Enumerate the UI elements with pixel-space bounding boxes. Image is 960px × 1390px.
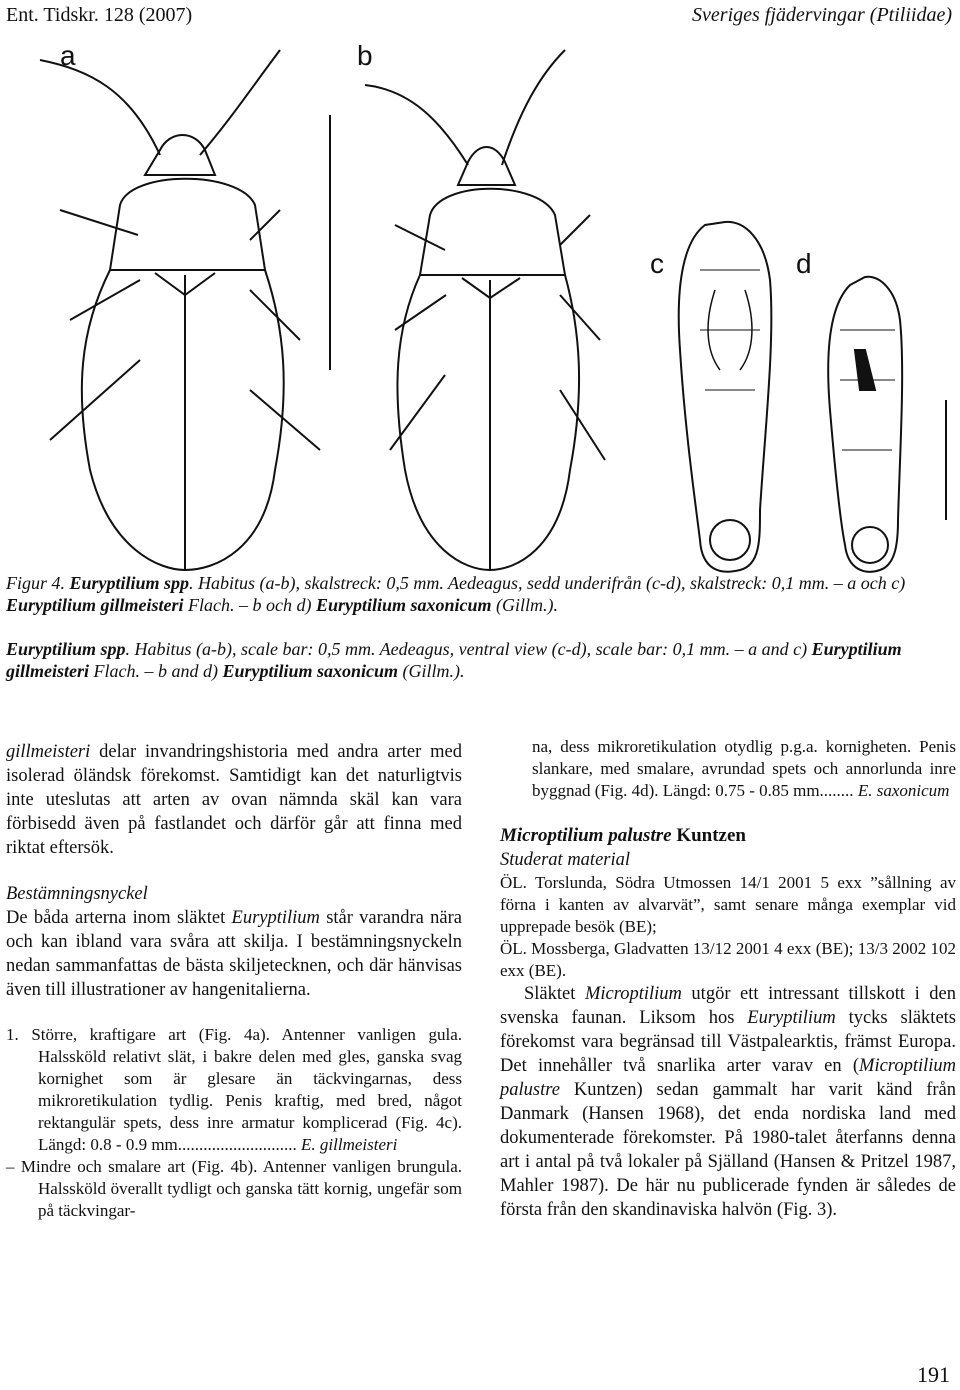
left-column — [6, 740, 462, 1222]
key-item-2-continued: na, dess mikroretikulation otydlig p.g.a. kornigheten. Penis slankare, med smalare, avrundad spets och annorlunda inre byggnad (Fig. 4d). Längd: 0.75 - 0.85 mm........ E. saxonicum — [532, 737, 956, 800]
record-2: ÖL. Mossberga, Gladvatten 13/12 2001 4 exx (BE); 13/3 2002 102 exx (BE). — [500, 939, 956, 980]
key-item-2: – Mindre och smalare art (Fig. 4b). Antenner vanligen brungula. Halssköld överallt tydligt och ganska tätt kornig, ungefär som på täckvingar- — [6, 1157, 462, 1220]
journal-header: Ent. Tidskr. 128 (2007) — [6, 4, 193, 26]
figure-caption-swedish: Figur 4. Euryptilium spp. Habitus (a-b), skalstreck: 0,5 mm. Aedeagus, sedd underifrån (c-d), skalstreck: 0,1 mm. – a och c) Euryptilium gillmeisteri Flach. – b och d) Euryptilium saxonicum (Gillm.). — [6, 573, 906, 615]
panel-label-b: b — [357, 40, 373, 71]
key-item-1: 1. Större, kraftigare art (Fig. 4a). Antenner vanligen gula. Halssköld relativt slät, i bakre delen med gles, ganska svag kornighet som är glesare än täckvingarnas, dess mikroretikulation tydlig. Penis kraftig, med bred, något rektangulär spets, dess inre armatur komplicerad (Fig. 4c). Längd: 0.8 - 0.9 mm............................ E. gillmeisteri — [6, 1025, 462, 1154]
panel-label-c: c — [650, 248, 664, 279]
key-heading: Bestämningsnyckel — [6, 884, 148, 904]
key-intro-paragraph: De båda arterna inom släktet Euryptilium står varandra nära och kan ibland vara svåra att skilja. I bestämningsnyckeln nedan sammanfattas de bästa skiljetecknen, och där hänvisas även till illustrationer av hangenitalierna. — [6, 908, 462, 1000]
beetle-a-drawing — [40, 50, 320, 570]
aedeagus-d-drawing — [828, 277, 902, 572]
species-heading: Microptilium palustre Kuntzen — [500, 825, 746, 846]
panel-label-a: a — [60, 40, 76, 71]
discussion-paragraph: Släktet Microptilium utgör ett intressant tillskott i den svenska faunan. Liksom hos Euryptilium tycks släktets förekomst vara begränsad till Västpalearktis, främst Europa. Det innehåller två snarlika arter varav en (Microptilium palustre Kuntzen) sedan gammalt har varit känd från Danmark (Hansen 1968), det enda nordiska land med dokumenterade förekomster. På 1980-talet återfanns denna art i antal på två lokaler på Själland (Hansen & Pritzel 1987, Mahler 1987). De här nu publicerade fynden är således de första från den skandinaviska halvön (Fig. 3). — [500, 984, 956, 1220]
record-1: ÖL. Torslunda, Södra Utmossen 14/1 2001 5 exx ”sållning av förna i kanten av alvarvät”, samt senare många exemplar vid upprepade besök (BE); — [500, 873, 956, 936]
intro-paragraph: gillmeisteri delar invandringshistoria med andra arter med isolerad öländsk förekomst. Samtidigt kan det naturligtvis inte uteslutas att arten av ovan nämnda skäl kan vara förbisedd även på fastlandet och därför går att finna med riktat eftersök. — [6, 742, 462, 858]
running-title: Sveriges fjädervingar (Ptiliidae) — [692, 4, 952, 26]
aedeagus-c-drawing — [679, 222, 772, 572]
beetle-b-drawing — [365, 50, 605, 570]
figure-4 — [0, 30, 960, 585]
panel-label-d: d — [796, 248, 812, 279]
figure-caption-english: Euryptilium spp. Habitus (a-b), scale bar: 0,5 mm. Aedeagus, ventral view (c-d), scale bar: 0,1 mm. – a and c) Euryptilium gillmeisteri Flach. – b and d) Euryptilium saxonicum (Gillm.). — [6, 639, 902, 681]
right-column — [500, 736, 956, 1222]
page-number: 191 — [917, 1362, 950, 1387]
material-heading: Studerat material — [500, 850, 631, 870]
